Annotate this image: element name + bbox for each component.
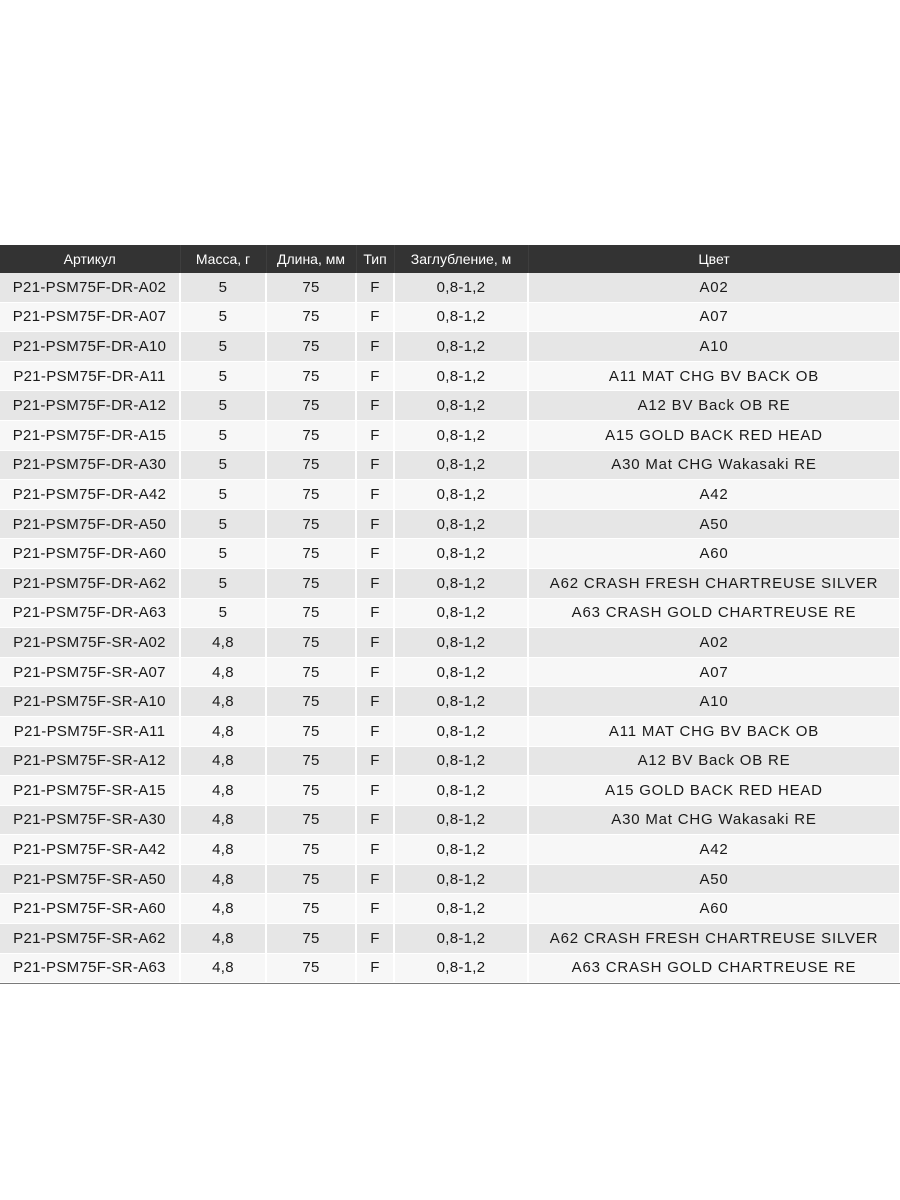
- cell-article: P21-PSM75F-SR-A10: [0, 687, 180, 717]
- table-row: [0, 361, 900, 391]
- header-color: Цвет: [528, 245, 900, 273]
- cell-mass: 4,8: [180, 894, 266, 924]
- cell-mass: 4,8: [180, 835, 266, 865]
- cell-mass: 5: [180, 480, 266, 510]
- cell-color: A62 CRASH FRESH CHARTREUSE SILVER: [528, 568, 900, 598]
- cell-depth: 0,8-1,2: [394, 509, 528, 539]
- cell-length: 75: [266, 509, 356, 539]
- table-row: [0, 450, 900, 480]
- table-row: [0, 302, 900, 332]
- cell-article: P21-PSM75F-SR-A15: [0, 776, 180, 806]
- cell-color: A10: [528, 332, 900, 362]
- cell-article: P21-PSM75F-DR-A50: [0, 509, 180, 539]
- cell-depth: 0,8-1,2: [394, 924, 528, 954]
- table-row: [0, 835, 900, 865]
- cell-type: F: [356, 539, 394, 569]
- table-row: [0, 687, 900, 717]
- cell-color: A62 CRASH FRESH CHARTREUSE SILVER: [528, 924, 900, 954]
- cell-type: F: [356, 509, 394, 539]
- cell-depth: 0,8-1,2: [394, 391, 528, 421]
- cell-color: A12 BV Back OB RE: [528, 391, 900, 421]
- cell-color: A07: [528, 302, 900, 332]
- cell-length: 75: [266, 539, 356, 569]
- cell-length: 75: [266, 924, 356, 954]
- cell-article: P21-PSM75F-SR-A07: [0, 657, 180, 687]
- cell-mass: 4,8: [180, 716, 266, 746]
- cell-depth: 0,8-1,2: [394, 450, 528, 480]
- table-row: [0, 894, 900, 924]
- cell-type: F: [356, 746, 394, 776]
- cell-mass: 4,8: [180, 953, 266, 983]
- cell-type: F: [356, 420, 394, 450]
- cell-article: P21-PSM75F-SR-A60: [0, 894, 180, 924]
- cell-mass: 4,8: [180, 776, 266, 806]
- cell-depth: 0,8-1,2: [394, 687, 528, 717]
- table-row: [0, 716, 900, 746]
- cell-article: P21-PSM75F-DR-A02: [0, 273, 180, 302]
- cell-depth: 0,8-1,2: [394, 657, 528, 687]
- cell-article: P21-PSM75F-SR-A42: [0, 835, 180, 865]
- cell-type: F: [356, 332, 394, 362]
- cell-mass: 5: [180, 539, 266, 569]
- cell-type: F: [356, 716, 394, 746]
- cell-type: F: [356, 924, 394, 954]
- cell-mass: 5: [180, 598, 266, 628]
- cell-length: 75: [266, 835, 356, 865]
- cell-color: A10: [528, 687, 900, 717]
- table-row: [0, 332, 900, 362]
- cell-mass: 4,8: [180, 924, 266, 954]
- cell-color: A60: [528, 894, 900, 924]
- table-row: [0, 864, 900, 894]
- cell-mass: 5: [180, 420, 266, 450]
- cell-depth: 0,8-1,2: [394, 835, 528, 865]
- cell-depth: 0,8-1,2: [394, 746, 528, 776]
- cell-color: A02: [528, 273, 900, 302]
- product-spec-table: [0, 245, 900, 983]
- cell-color: A42: [528, 835, 900, 865]
- cell-length: 75: [266, 568, 356, 598]
- cell-color: A63 CRASH GOLD CHARTREUSE RE: [528, 598, 900, 628]
- header-mass: Масса, г: [180, 245, 266, 273]
- cell-length: 75: [266, 716, 356, 746]
- header-row: [0, 245, 900, 273]
- table-row: [0, 628, 900, 658]
- cell-type: F: [356, 568, 394, 598]
- cell-depth: 0,8-1,2: [394, 894, 528, 924]
- cell-depth: 0,8-1,2: [394, 361, 528, 391]
- cell-length: 75: [266, 953, 356, 983]
- cell-type: F: [356, 450, 394, 480]
- cell-color: A30 Mat CHG Wakasaki RE: [528, 450, 900, 480]
- cell-depth: 0,8-1,2: [394, 302, 528, 332]
- cell-mass: 4,8: [180, 687, 266, 717]
- cell-length: 75: [266, 657, 356, 687]
- cell-color: A50: [528, 509, 900, 539]
- table-row: [0, 953, 900, 983]
- cell-color: A12 BV Back OB RE: [528, 746, 900, 776]
- cell-depth: 0,8-1,2: [394, 420, 528, 450]
- cell-type: F: [356, 273, 394, 302]
- cell-type: F: [356, 628, 394, 658]
- cell-type: F: [356, 835, 394, 865]
- cell-mass: 4,8: [180, 864, 266, 894]
- cell-mass: 4,8: [180, 746, 266, 776]
- cell-article: P21-PSM75F-DR-A11: [0, 361, 180, 391]
- cell-mass: 4,8: [180, 657, 266, 687]
- cell-length: 75: [266, 302, 356, 332]
- cell-mass: 5: [180, 332, 266, 362]
- table-row: [0, 509, 900, 539]
- cell-article: P21-PSM75F-DR-A60: [0, 539, 180, 569]
- table-row: [0, 273, 900, 302]
- cell-type: F: [356, 391, 394, 421]
- cell-length: 75: [266, 864, 356, 894]
- cell-length: 75: [266, 391, 356, 421]
- cell-mass: 5: [180, 361, 266, 391]
- cell-length: 75: [266, 746, 356, 776]
- cell-type: F: [356, 864, 394, 894]
- cell-type: F: [356, 598, 394, 628]
- cell-type: F: [356, 894, 394, 924]
- cell-article: P21-PSM75F-SR-A12: [0, 746, 180, 776]
- table-body: [0, 273, 900, 983]
- header-type: Тип: [356, 245, 394, 273]
- table-row: [0, 657, 900, 687]
- cell-depth: 0,8-1,2: [394, 539, 528, 569]
- cell-article: P21-PSM75F-SR-A02: [0, 628, 180, 658]
- table-header: [0, 245, 900, 273]
- cell-color: A07: [528, 657, 900, 687]
- cell-article: P21-PSM75F-SR-A63: [0, 953, 180, 983]
- cell-depth: 0,8-1,2: [394, 332, 528, 362]
- cell-article: P21-PSM75F-DR-A10: [0, 332, 180, 362]
- cell-article: P21-PSM75F-DR-A42: [0, 480, 180, 510]
- cell-mass: 5: [180, 509, 266, 539]
- table-row: [0, 924, 900, 954]
- table-row: [0, 776, 900, 806]
- cell-depth: 0,8-1,2: [394, 598, 528, 628]
- cell-length: 75: [266, 776, 356, 806]
- cell-article: P21-PSM75F-DR-A30: [0, 450, 180, 480]
- cell-length: 75: [266, 628, 356, 658]
- cell-depth: 0,8-1,2: [394, 864, 528, 894]
- header-article: Артикул: [0, 245, 180, 273]
- cell-color: A11 MAT CHG BV BACK OB: [528, 361, 900, 391]
- cell-article: P21-PSM75F-SR-A30: [0, 805, 180, 835]
- cell-type: F: [356, 776, 394, 806]
- cell-article: P21-PSM75F-DR-A63: [0, 598, 180, 628]
- cell-type: F: [356, 687, 394, 717]
- cell-length: 75: [266, 598, 356, 628]
- table-row: [0, 598, 900, 628]
- table-row: [0, 420, 900, 450]
- cell-depth: 0,8-1,2: [394, 805, 528, 835]
- cell-article: P21-PSM75F-SR-A62: [0, 924, 180, 954]
- cell-color: A02: [528, 628, 900, 658]
- cell-article: P21-PSM75F-DR-A12: [0, 391, 180, 421]
- cell-mass: 5: [180, 302, 266, 332]
- cell-color: A15 GOLD BACK RED HEAD: [528, 420, 900, 450]
- cell-length: 75: [266, 332, 356, 362]
- cell-mass: 5: [180, 391, 266, 421]
- cell-depth: 0,8-1,2: [394, 480, 528, 510]
- cell-type: F: [356, 361, 394, 391]
- cell-depth: 0,8-1,2: [394, 273, 528, 302]
- header-depth: Заглубление, м: [394, 245, 528, 273]
- cell-type: F: [356, 953, 394, 983]
- cell-mass: 4,8: [180, 628, 266, 658]
- table-bottom-border: [0, 983, 900, 984]
- cell-mass: 5: [180, 450, 266, 480]
- cell-color: A42: [528, 480, 900, 510]
- cell-depth: 0,8-1,2: [394, 568, 528, 598]
- cell-color: A60: [528, 539, 900, 569]
- cell-depth: 0,8-1,2: [394, 716, 528, 746]
- cell-depth: 0,8-1,2: [394, 776, 528, 806]
- cell-color: A63 CRASH GOLD CHARTREUSE RE: [528, 953, 900, 983]
- cell-depth: 0,8-1,2: [394, 628, 528, 658]
- table-row: [0, 805, 900, 835]
- cell-length: 75: [266, 361, 356, 391]
- cell-type: F: [356, 805, 394, 835]
- cell-length: 75: [266, 687, 356, 717]
- cell-color: A11 MAT CHG BV BACK OB: [528, 716, 900, 746]
- table-row: [0, 480, 900, 510]
- cell-length: 75: [266, 805, 356, 835]
- cell-length: 75: [266, 894, 356, 924]
- cell-mass: 4,8: [180, 805, 266, 835]
- table-row: [0, 391, 900, 421]
- cell-article: P21-PSM75F-DR-A07: [0, 302, 180, 332]
- cell-mass: 5: [180, 273, 266, 302]
- header-length: Длина, мм: [266, 245, 356, 273]
- cell-type: F: [356, 302, 394, 332]
- cell-article: P21-PSM75F-DR-A15: [0, 420, 180, 450]
- cell-article: P21-PSM75F-SR-A50: [0, 864, 180, 894]
- cell-color: A15 GOLD BACK RED HEAD: [528, 776, 900, 806]
- cell-length: 75: [266, 420, 356, 450]
- cell-length: 75: [266, 450, 356, 480]
- cell-mass: 5: [180, 568, 266, 598]
- cell-length: 75: [266, 273, 356, 302]
- cell-color: A30 Mat CHG Wakasaki RE: [528, 805, 900, 835]
- cell-article: P21-PSM75F-SR-A11: [0, 716, 180, 746]
- cell-article: P21-PSM75F-DR-A62: [0, 568, 180, 598]
- table-row: [0, 539, 900, 569]
- table-row: [0, 746, 900, 776]
- cell-type: F: [356, 480, 394, 510]
- table-row: [0, 568, 900, 598]
- cell-depth: 0,8-1,2: [394, 953, 528, 983]
- cell-length: 75: [266, 480, 356, 510]
- cell-type: F: [356, 657, 394, 687]
- cell-color: A50: [528, 864, 900, 894]
